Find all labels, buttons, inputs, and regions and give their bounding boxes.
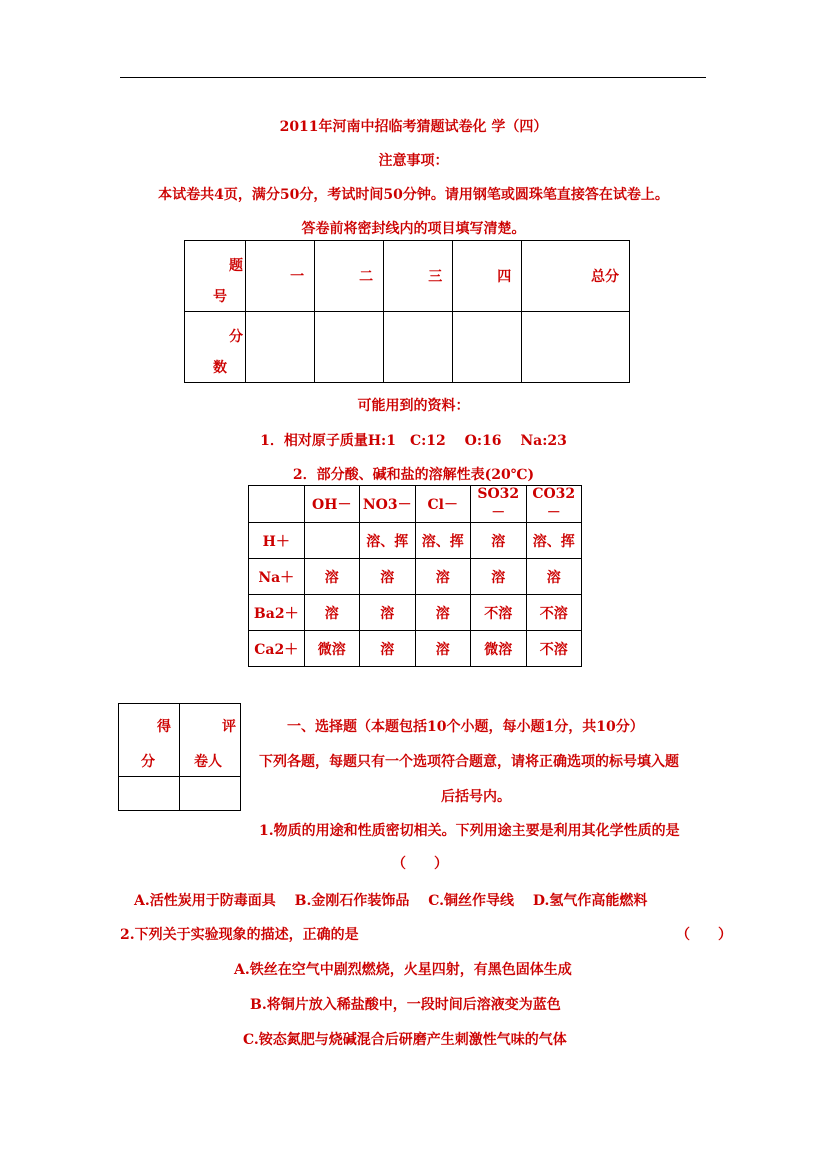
- col-2: 二: [315, 241, 384, 312]
- sol-row-na: [249, 559, 582, 595]
- label-fen2: 分: [141, 754, 155, 770]
- notice-line-2: 答卷前将密封线内的项目填写清楚。: [301, 221, 526, 237]
- grader-score-label: [119, 704, 180, 777]
- exam-title: 2011年河南中招临考猜题试卷化 学（四）: [279, 119, 548, 135]
- sol-cell: 溶: [471, 559, 527, 595]
- question-1-text: 1.物质的用途和性质密切相关。下列用途主要是利用其化学性质的是: [259, 823, 680, 839]
- sol-cell: 溶: [304, 595, 360, 631]
- sol-row-h: [249, 523, 582, 559]
- score-cell-4[interactable]: [453, 312, 522, 383]
- question-2-option-c: C.铵态氮肥与烧碱混合后研磨产生刺激性气味的气体: [243, 1032, 567, 1048]
- score-cell-2[interactable]: [315, 312, 384, 383]
- sol-cell: Ba2＋: [249, 595, 305, 631]
- sol-cell: 溶: [526, 559, 582, 595]
- sol-h0: [249, 486, 305, 523]
- label-ti: 题: [229, 258, 243, 274]
- grader-box: [118, 703, 241, 811]
- sol-cell: 溶、挥: [360, 523, 416, 559]
- sol-h1: OH－: [304, 486, 360, 523]
- label-de: 得: [157, 719, 171, 735]
- sol-cell: 不溶: [471, 595, 527, 631]
- question-2-option-a: A.铁丝在空气中剧烈燃烧，火星四射，有黑色固体生成: [234, 962, 572, 978]
- grader-reviewer-cell[interactable]: [180, 777, 241, 811]
- score-cell-3[interactable]: [384, 312, 453, 383]
- col-3: 三: [384, 241, 453, 312]
- score-cell-1[interactable]: [246, 312, 315, 383]
- solubility-table: [248, 485, 582, 667]
- sol-h4: SO32－: [471, 486, 527, 523]
- sol-cell: 微溶: [471, 631, 527, 667]
- sol-cell: Ca2＋: [249, 631, 305, 667]
- sol-row-ba: [249, 595, 582, 631]
- sol-cell: Na＋: [249, 559, 305, 595]
- sol-cell: 溶: [304, 559, 360, 595]
- sol-cell: 溶、挥: [415, 523, 471, 559]
- sol-h2: NO3－: [360, 486, 416, 523]
- sol-cell: 溶: [360, 631, 416, 667]
- label-fen: 分: [229, 329, 243, 345]
- score-row2-label: [185, 312, 246, 383]
- score-row-values: [185, 312, 630, 383]
- sol-row-ca: [249, 631, 582, 667]
- notice-line-1: 本试卷共4页，满分50分，考试时间50分钟。请用钢笔或圆珠笔直接答在试卷上。: [158, 187, 669, 203]
- section1-instructions-2: 后括号内。: [441, 789, 511, 805]
- score-cell-total[interactable]: [522, 312, 630, 383]
- solubility-heading: 2．部分酸、碱和盐的溶解性表(20℃): [292, 467, 535, 483]
- col-4: 四: [453, 241, 522, 312]
- sol-cell: H＋: [249, 523, 305, 559]
- sol-cell: [304, 523, 360, 559]
- score-table: [184, 240, 630, 383]
- grader-input-row: [119, 777, 241, 811]
- label-ping: 评: [222, 719, 236, 735]
- grader-score-cell[interactable]: [119, 777, 180, 811]
- label-hao: 号: [213, 289, 227, 305]
- sol-cell: 溶: [415, 559, 471, 595]
- col-1: 一: [246, 241, 315, 312]
- sol-h5: CO32－: [526, 486, 582, 523]
- grader-reviewer-label: [180, 704, 241, 777]
- question-1-answer-paren[interactable]: （ ）: [392, 856, 448, 872]
- data-heading: 可能用到的资料：: [357, 398, 470, 414]
- sol-cell: 不溶: [526, 631, 582, 667]
- sol-cell: 溶: [415, 595, 471, 631]
- sol-header-row: [249, 486, 582, 523]
- sol-cell: 溶: [471, 523, 527, 559]
- col-total: 总分: [522, 241, 630, 312]
- sol-h3: Cl－: [415, 486, 471, 523]
- score-row-header: [185, 241, 630, 312]
- sol-cell: 溶: [360, 595, 416, 631]
- label-shu: 数: [213, 360, 227, 376]
- question-1-options: A.活性炭用于防毒面具 B.金刚石作装饰品 C.铜丝作导线 D.氢气作高能燃料: [134, 893, 648, 909]
- sol-cell: 微溶: [304, 631, 360, 667]
- sol-cell: 溶、挥: [526, 523, 582, 559]
- question-2-answer-paren[interactable]: （ ）: [676, 927, 732, 943]
- grader-header-row: [119, 704, 241, 777]
- label-juanren: 卷人: [194, 754, 222, 770]
- question-2-text: 2.下列关于实验现象的描述，正确的是: [120, 927, 359, 943]
- section1-title: 一、选择题（本题包括10个小题，每小题1分，共10分）: [287, 719, 644, 735]
- sol-cell: 不溶: [526, 595, 582, 631]
- sol-cell: 溶: [415, 631, 471, 667]
- sol-cell: 溶: [360, 559, 416, 595]
- section1-instructions-1: 下列各题，每题只有一个选项符合题意，请将正确选项的标号填入题: [259, 754, 679, 770]
- notice-heading: 注意事项：: [378, 153, 449, 169]
- score-row1-label: [185, 241, 246, 312]
- header-rule: [120, 77, 706, 78]
- atomic-mass-line: 1．相对原子质量H:1 C:12 O:16 Na:23: [260, 433, 567, 449]
- question-2-option-b: B.将铜片放入稀盐酸中，一段时间后溶液变为蓝色: [250, 997, 561, 1013]
